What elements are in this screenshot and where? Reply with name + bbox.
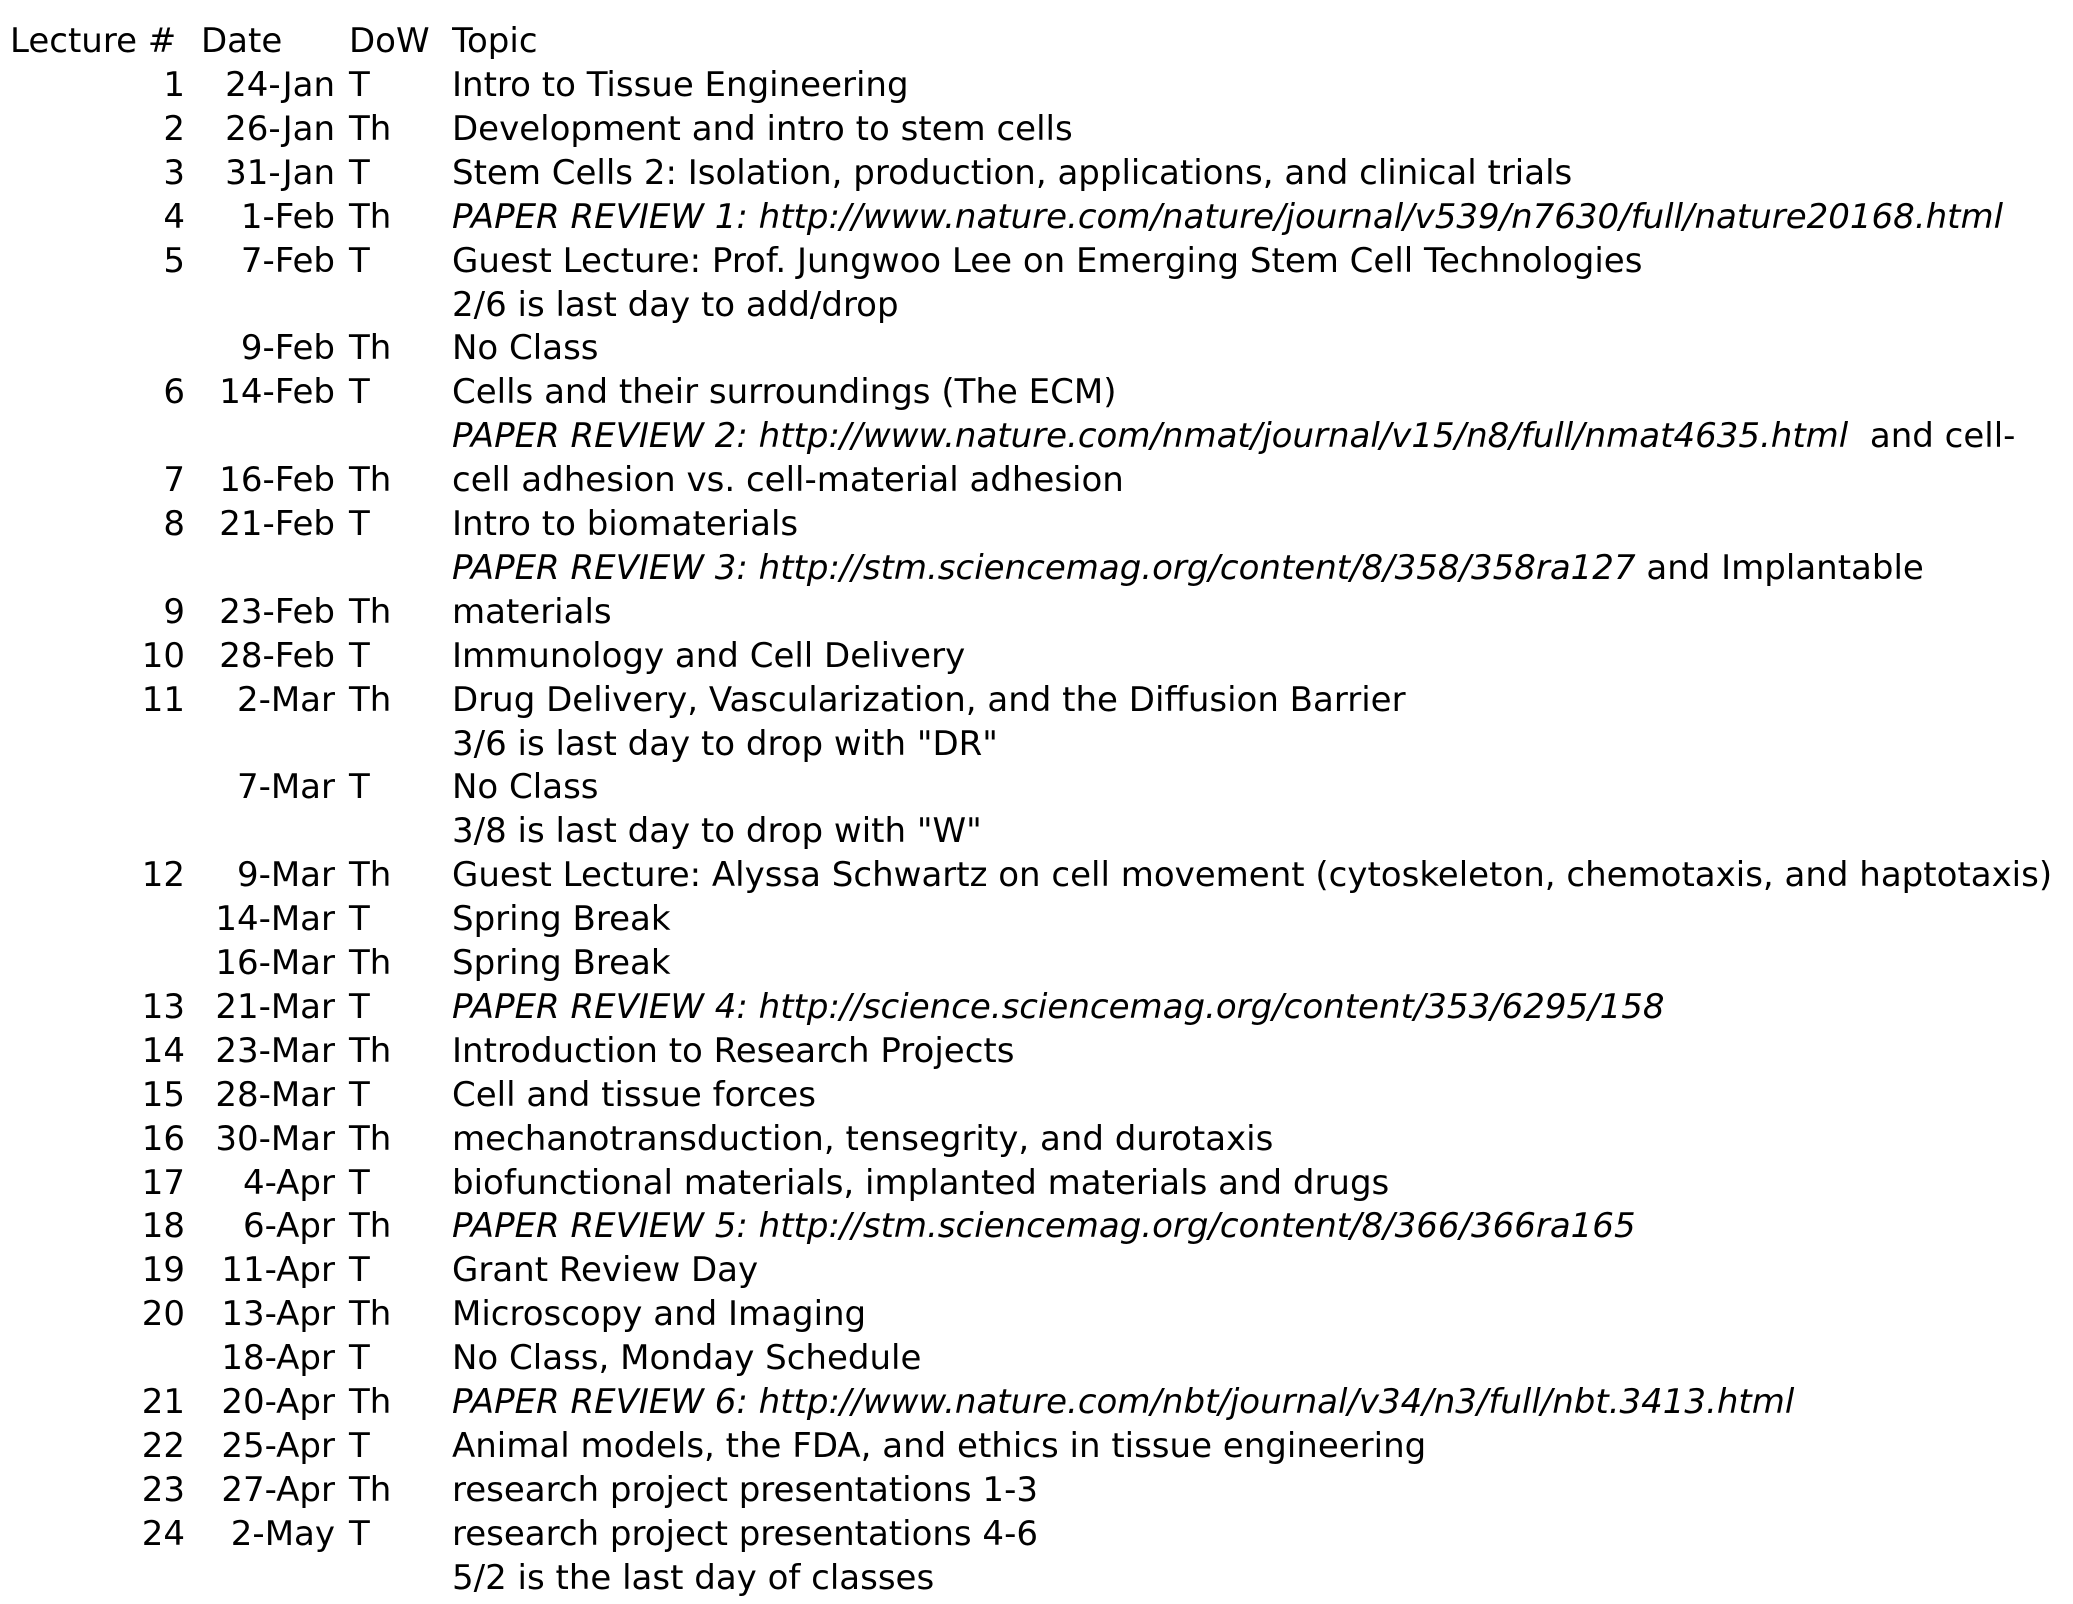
topic-text: 5/2 is the last day of classes	[452, 1557, 935, 1598]
lecture-topic	[452, 1204, 2073, 1248]
lecture-number	[0, 809, 185, 853]
lecture-number: 3	[163, 152, 185, 193]
header-lecture-number: Lecture #	[10, 21, 177, 61]
lecture-date: 4-Apr	[243, 1162, 335, 1203]
lecture-topic	[452, 985, 2073, 1029]
day-of-week: Th	[349, 1469, 392, 1510]
lecture-number: 12	[141, 855, 185, 896]
topic-text: Guest Lecture: Alyssa Schwartz on cell movement (cytoskeleton, chemotaxis, and haptotaxis)	[452, 855, 2053, 896]
lecture-topic	[452, 634, 2073, 678]
lecture-number: 13	[141, 986, 185, 1027]
day-of-week: Th	[349, 328, 392, 369]
table-row	[0, 853, 2073, 897]
lecture-date: 20-Apr	[221, 1382, 335, 1422]
day-of-week: Th	[349, 855, 392, 896]
lecture-date: 9-Mar	[236, 855, 335, 896]
day-of-week: T	[349, 65, 370, 105]
lecture-topic	[452, 1073, 2073, 1117]
table-row	[0, 107, 2073, 151]
lecture-topic	[452, 941, 2073, 985]
topic-text: No Class	[452, 328, 599, 369]
lecture-number: 5	[163, 240, 185, 281]
lecture-date: 24-Jan	[225, 65, 335, 105]
paper-review-link-text: PAPER REVIEW 5: http://stm.sciencemag.org/content/8/366/366ra165	[452, 1206, 1636, 1247]
topic-text: Development and intro to stem cells	[452, 108, 1073, 149]
lecture-number: 14	[141, 1030, 185, 1071]
day-of-week: T	[349, 372, 370, 413]
day-of-week: Th	[349, 591, 392, 632]
lecture-number: 7	[163, 460, 185, 501]
lecture-date: 26-Jan	[225, 108, 335, 149]
lecture-number: 22	[141, 1425, 185, 1466]
table-row	[0, 1117, 2073, 1161]
lecture-date: 7-Mar	[236, 767, 335, 808]
lecture-topic	[452, 107, 2073, 151]
day-of-week: T	[349, 504, 370, 544]
lecture-date: 21-Feb	[219, 504, 335, 544]
paper-review-link-text: PAPER REVIEW 6: http://www.nature.com/nbt/journal/v34/n3/full/nbt.3413.html	[452, 1382, 1795, 1422]
topic-text: Spring Break	[452, 943, 671, 983]
lecture-number: 8	[163, 504, 185, 544]
day-of-week: T	[349, 635, 370, 676]
table-row	[0, 1512, 2073, 1556]
lecture-date: 14-Feb	[219, 372, 335, 413]
lecture-topic	[452, 283, 2073, 327]
lecture-topic	[452, 195, 2073, 239]
lecture-topic	[452, 809, 2073, 853]
lecture-number: 23	[141, 1469, 185, 1510]
day-of-week: T	[349, 1250, 370, 1291]
lecture-topic	[452, 546, 2073, 590]
lecture-number: 16	[141, 1118, 185, 1159]
topic-text: Immunology and Cell Delivery	[452, 635, 966, 676]
lecture-topic	[452, 1161, 2073, 1205]
table-row	[0, 63, 2073, 107]
lecture-topic	[452, 1292, 2073, 1336]
topic-text: Cell and tissue forces	[452, 1074, 816, 1115]
table-row	[0, 1424, 2073, 1468]
table-row	[0, 809, 2073, 853]
day-of-week: Th	[349, 943, 392, 983]
lecture-topic	[452, 1512, 2073, 1556]
lecture-date	[190, 809, 335, 853]
day-of-week: T	[349, 1074, 370, 1115]
topic-text: research project presentations 4-6	[452, 1513, 1038, 1554]
topic-text: and cell-	[1848, 416, 2016, 457]
table-row	[0, 985, 2073, 1029]
day-of-week	[349, 283, 439, 327]
table-row	[0, 590, 2073, 634]
table-row	[0, 239, 2073, 283]
lecture-number: 1	[163, 65, 185, 105]
day-of-week: Th	[349, 460, 392, 501]
topic-text: Spring Break	[452, 899, 671, 940]
lecture-topic	[452, 1248, 2073, 1292]
topic-text: Drug Delivery, Vascularization, and the Diffusion Barrier	[452, 679, 1406, 720]
lecture-number: 18	[141, 1206, 185, 1247]
lecture-number: 10	[141, 635, 185, 676]
paper-review-link-text: PAPER REVIEW 3: http://stm.sciencemag.org/content/8/358/358ra127	[452, 547, 1636, 588]
lecture-date: 30-Mar	[215, 1118, 335, 1159]
lecture-topic	[452, 1468, 2073, 1512]
table-row	[0, 634, 2073, 678]
lecture-date	[190, 1556, 335, 1600]
lecture-date: 31-Jan	[225, 152, 335, 193]
header-row	[0, 19, 2073, 63]
day-of-week: T	[349, 240, 370, 281]
lecture-topic	[452, 722, 2073, 766]
table-row	[0, 1029, 2073, 1073]
topic-text: mechanotransduction, tensegrity, and durotaxis	[452, 1118, 1274, 1159]
day-of-week: T	[349, 1513, 370, 1554]
topic-text: Stem Cells 2: Isolation, production, applications, and clinical trials	[452, 152, 1573, 193]
day-of-week	[349, 722, 439, 766]
table-row	[0, 502, 2073, 546]
lecture-date: 16-Mar	[215, 943, 335, 983]
topic-text: Grant Review Day	[452, 1250, 759, 1291]
lecture-date: 2-Mar	[236, 679, 335, 720]
lecture-topic	[452, 590, 2073, 634]
day-of-week: T	[349, 152, 370, 193]
topic-text: Guest Lecture: Prof. Jungwoo Lee on Emerging Stem Cell Technologies	[452, 240, 1643, 281]
day-of-week: Th	[349, 679, 392, 720]
day-of-week: T	[349, 1425, 370, 1466]
lecture-date	[190, 283, 335, 327]
lecture-number	[0, 326, 185, 370]
lecture-number: 20	[141, 1294, 185, 1335]
day-of-week: Th	[349, 1294, 392, 1335]
header-topic: Topic	[452, 21, 538, 61]
lecture-number: 24	[141, 1513, 185, 1554]
table-row	[0, 1161, 2073, 1205]
day-of-week: Th	[349, 108, 392, 149]
table-row	[0, 326, 2073, 370]
day-of-week: T	[349, 1162, 370, 1203]
lecture-topic	[452, 326, 2073, 370]
lecture-date	[190, 546, 335, 590]
lecture-topic	[452, 1380, 2073, 1424]
paper-review-link-text: PAPER REVIEW 1: http://www.nature.com/nature/journal/v539/n7630/full/nature20168.html	[452, 196, 2004, 237]
day-of-week: T	[349, 899, 370, 940]
lecture-date: 28-Feb	[219, 635, 335, 676]
table-row	[0, 765, 2073, 809]
day-of-week: Th	[349, 1030, 392, 1071]
lecture-date: 25-Apr	[221, 1425, 335, 1466]
topic-text: Microscopy and Imaging	[452, 1294, 867, 1335]
topic-text: 3/8 is last day to drop with "W"	[452, 811, 982, 852]
lecture-date: 9-Feb	[240, 328, 335, 369]
topic-text: Introduction to Research Projects	[452, 1030, 1015, 1071]
lecture-date: 13-Apr	[221, 1294, 335, 1335]
table-row	[0, 1073, 2073, 1117]
lecture-date: 27-Apr	[221, 1469, 335, 1510]
day-of-week: T	[349, 767, 370, 808]
table-row	[0, 283, 2073, 327]
lecture-topic	[452, 678, 2073, 722]
topic-text: research project presentations 1-3	[452, 1469, 1038, 1510]
lecture-topic	[452, 63, 2073, 107]
lecture-date: 2-May	[230, 1513, 335, 1554]
lecture-date: 23-Feb	[219, 591, 335, 632]
lecture-topic	[452, 458, 2073, 502]
lecture-date: 1-Feb	[240, 196, 335, 237]
lecture-number	[0, 1336, 185, 1380]
lecture-number	[0, 546, 185, 590]
lecture-topic	[452, 1424, 2073, 1468]
lecture-topic	[452, 414, 2073, 458]
table-row	[0, 1292, 2073, 1336]
table-row	[0, 370, 2073, 414]
lecture-number: 19	[141, 1250, 185, 1291]
lecture-topic	[452, 1029, 2073, 1073]
topic-text: Intro to Tissue Engineering	[452, 65, 909, 105]
topic-text: No Class, Monday Schedule	[452, 1338, 922, 1379]
day-of-week	[349, 1556, 439, 1600]
lecture-number	[0, 941, 185, 985]
table-row	[0, 414, 2073, 458]
lecture-date: 28-Mar	[215, 1074, 335, 1115]
table-row	[0, 941, 2073, 985]
table-row	[0, 1248, 2073, 1292]
lecture-number: 15	[141, 1074, 185, 1115]
table-row	[0, 1336, 2073, 1380]
lecture-date: 21-Mar	[215, 986, 335, 1027]
header-date: Date	[201, 21, 283, 61]
table-row	[0, 1556, 2073, 1600]
topic-text: 3/6 is last day to drop with "DR"	[452, 723, 998, 764]
topic-text: cell adhesion vs. cell-material adhesion	[452, 460, 1124, 501]
lecture-number: 9	[163, 591, 185, 632]
lecture-number: 6	[163, 372, 185, 413]
lecture-date: 18-Apr	[221, 1338, 335, 1379]
table-row	[0, 722, 2073, 766]
lecture-number	[0, 897, 185, 941]
lecture-topic	[452, 1117, 2073, 1161]
lecture-number: 2	[163, 108, 185, 149]
lecture-number: 21	[141, 1382, 185, 1422]
lecture-topic	[452, 897, 2073, 941]
paper-review-link-text: PAPER REVIEW 4: http://science.sciencemag.org/content/353/6295/158	[452, 986, 1665, 1027]
day-of-week: Th	[349, 196, 392, 237]
topic-text: materials	[452, 591, 612, 632]
lecture-number	[0, 414, 185, 458]
day-of-week: Th	[349, 1118, 392, 1159]
lecture-number	[0, 283, 185, 327]
day-of-week: Th	[349, 1206, 392, 1247]
lecture-topic	[452, 1336, 2073, 1380]
topic-text: and Implantable	[1635, 547, 1924, 588]
topic-text: Cells and their surroundings (The ECM)	[452, 372, 1117, 413]
day-of-week: T	[349, 1338, 370, 1379]
table-row	[0, 151, 2073, 195]
topic-text: No Class	[452, 767, 599, 808]
topic-text: 2/6 is last day to add/drop	[452, 284, 899, 325]
day-of-week	[349, 809, 439, 853]
lecture-number: 4	[163, 196, 185, 237]
lecture-date: 23-Mar	[215, 1030, 335, 1071]
lecture-number: 11	[141, 679, 185, 720]
lecture-topic	[452, 853, 2073, 897]
day-of-week	[349, 414, 439, 458]
lecture-date	[190, 414, 335, 458]
topic-text: biofunctional materials, implanted materials and drugs	[452, 1162, 1390, 1203]
topic-text: Intro to biomaterials	[452, 504, 799, 544]
lecture-topic	[452, 151, 2073, 195]
paper-review-link-text: PAPER REVIEW 2: http://www.nature.com/nmat/journal/v15/n8/full/nmat4635.html	[452, 416, 1849, 457]
table-row	[0, 897, 2073, 941]
lecture-number: 17	[141, 1162, 185, 1203]
lecture-topic	[452, 502, 2073, 546]
table-row	[0, 1380, 2073, 1424]
lecture-date: 7-Feb	[240, 240, 335, 281]
lecture-number	[0, 722, 185, 766]
lecture-topic	[452, 370, 2073, 414]
lecture-topic	[452, 765, 2073, 809]
lecture-date: 6-Apr	[243, 1206, 335, 1247]
topic-text: Animal models, the FDA, and ethics in tissue engineering	[452, 1425, 1427, 1466]
table-row	[0, 546, 2073, 590]
lecture-date	[190, 722, 335, 766]
header-day-of-week: DoW	[349, 21, 430, 61]
lecture-number	[0, 1556, 185, 1600]
lecture-date: 11-Apr	[221, 1250, 335, 1291]
table-row	[0, 1204, 2073, 1248]
lecture-number	[0, 765, 185, 809]
day-of-week: Th	[349, 1382, 392, 1422]
table-row	[0, 195, 2073, 239]
table-row	[0, 1468, 2073, 1512]
lecture-date: 16-Feb	[219, 460, 335, 501]
lecture-topic	[452, 1556, 2073, 1600]
table-row	[0, 678, 2073, 722]
lecture-date: 14-Mar	[215, 899, 335, 940]
day-of-week	[349, 546, 439, 590]
table-row	[0, 458, 2073, 502]
lecture-topic	[452, 239, 2073, 283]
day-of-week: T	[349, 986, 370, 1027]
